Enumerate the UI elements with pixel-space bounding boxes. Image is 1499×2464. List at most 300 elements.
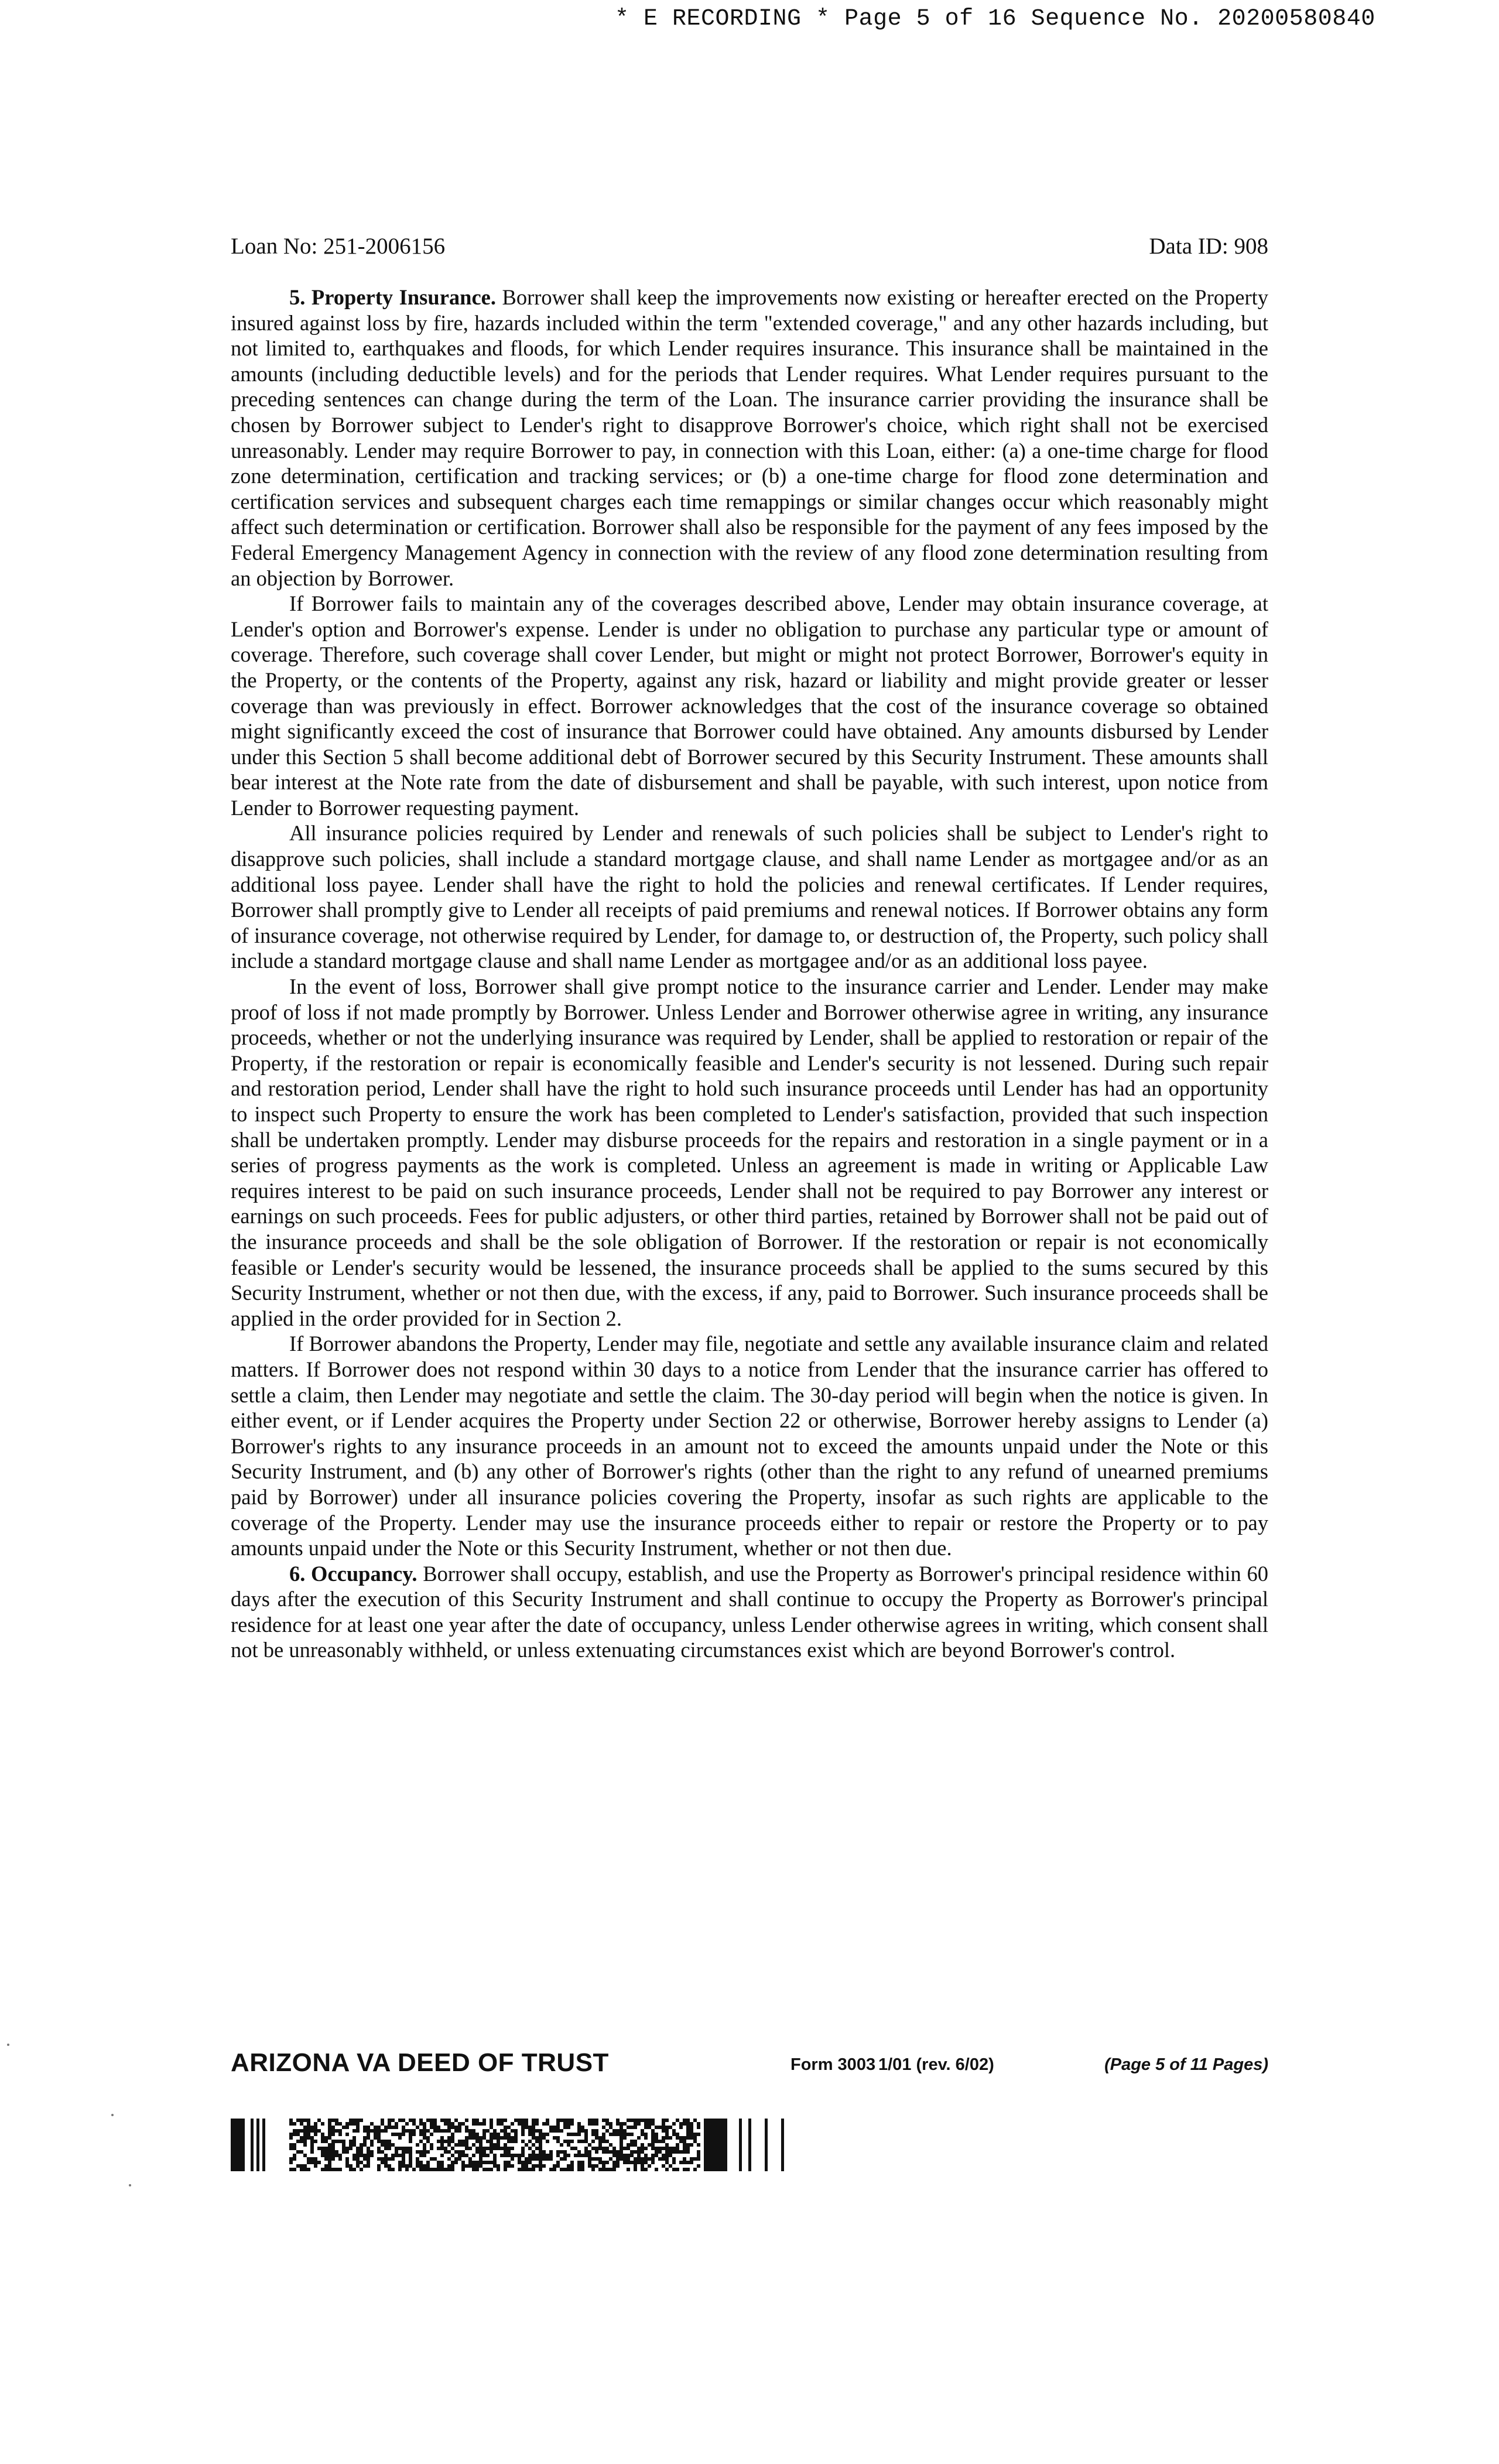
barcode-bar [521, 2168, 525, 2171]
barcode-bar [321, 2133, 324, 2136]
barcode-bar [584, 2140, 588, 2143]
barcode-bar [370, 2154, 374, 2157]
barcode-bar [556, 2119, 560, 2122]
barcode-bar [321, 2136, 324, 2140]
barcode-bar [388, 2126, 391, 2129]
barcode-bar [665, 2154, 669, 2157]
barcode-bar [328, 2119, 331, 2122]
barcode-bar [528, 2147, 532, 2150]
barcode-bar [381, 2161, 384, 2164]
barcode-bar [419, 2122, 423, 2126]
barcode-bar [637, 2161, 641, 2164]
barcode-bar [426, 2129, 430, 2133]
barcode-bar [574, 2154, 577, 2157]
barcode-bar [690, 2122, 693, 2126]
barcode-bar [409, 2161, 412, 2164]
barcode-bar [419, 2164, 423, 2168]
barcode-bar [423, 2164, 426, 2168]
barcode-bar [419, 2140, 423, 2143]
barcode-bar [296, 2129, 300, 2133]
barcode-bar [542, 2164, 546, 2168]
barcode-bar [367, 2136, 370, 2140]
barcode-bar [644, 2168, 648, 2171]
barcode-bar [651, 2129, 655, 2133]
barcode-bar [630, 2133, 634, 2136]
barcode-bar [525, 2126, 528, 2129]
barcode-bar [490, 2126, 493, 2129]
barcode-bar [433, 2168, 437, 2171]
barcode-bar [231, 2119, 245, 2171]
barcode-bar [641, 2161, 644, 2164]
barcode-bar [335, 2129, 338, 2133]
barcode-bar [535, 2157, 539, 2161]
barcode-bar [433, 2129, 437, 2133]
barcode-bar [490, 2161, 493, 2164]
barcode-bar [623, 2147, 627, 2150]
barcode-bar [676, 2147, 679, 2150]
barcode-bar [567, 2164, 570, 2168]
barcode-bar [472, 2119, 475, 2122]
barcode-bar [461, 2140, 465, 2143]
barcode-bar [324, 2147, 328, 2150]
barcode-bar [479, 2147, 482, 2150]
barcode-bar [251, 2119, 254, 2171]
barcode-bar [535, 2129, 539, 2133]
barcode-bar [500, 2154, 504, 2157]
barcode-bar [468, 2129, 472, 2133]
barcode-bar [595, 2164, 598, 2168]
barcode-bar [395, 2122, 398, 2126]
barcode-bar [598, 2168, 602, 2171]
barcode-bar [651, 2133, 655, 2136]
barcode-bar [620, 2129, 623, 2133]
barcode-bar [591, 2164, 595, 2168]
barcode-bar [468, 2147, 472, 2150]
barcode-bar [672, 2147, 676, 2150]
barcode-bar [451, 2133, 454, 2136]
barcode-bar [314, 2161, 317, 2164]
barcode-bar [497, 2122, 500, 2126]
barcode-bar [423, 2168, 426, 2171]
barcode-bar [402, 2133, 405, 2136]
barcode-bar [458, 2150, 461, 2154]
barcode-bar [345, 2147, 349, 2150]
barcode-bar [310, 2129, 314, 2133]
barcode-bar [405, 2122, 409, 2126]
barcode-bar [328, 2126, 331, 2129]
barcode-bar [303, 2143, 307, 2147]
barcode-bar [748, 2119, 751, 2171]
barcode-bar [398, 2164, 402, 2168]
barcode-bar [679, 2150, 683, 2154]
barcode-bar [405, 2147, 409, 2150]
barcode-bar [532, 2150, 535, 2154]
barcode-bar [616, 2119, 620, 2122]
barcode-bar [454, 2143, 458, 2147]
barcode-bar [367, 2133, 370, 2136]
barcode-bar [693, 2119, 697, 2122]
barcode-bar [405, 2168, 409, 2171]
barcode-bar [511, 2157, 514, 2161]
barcode-bar [497, 2143, 500, 2147]
barcode-bar [620, 2147, 623, 2150]
barcode-bar [486, 2154, 490, 2157]
barcode-bar [563, 2140, 567, 2143]
barcode-bar [560, 2168, 563, 2171]
barcode-bar [328, 2136, 331, 2140]
barcode-bar [482, 2154, 486, 2157]
barcode-bar [535, 2119, 539, 2122]
barcode-bar [465, 2126, 468, 2129]
barcode-bar [338, 2168, 342, 2171]
barcode-bar [511, 2164, 514, 2168]
barcode-bar [423, 2147, 426, 2150]
barcode-bar [511, 2136, 514, 2140]
barcode-bar [591, 2129, 595, 2133]
barcode-bar [616, 2161, 620, 2164]
barcode-bar [577, 2168, 581, 2171]
barcode-bar [627, 2168, 630, 2171]
barcode-bar [461, 2143, 465, 2147]
barcode-bar [461, 2122, 465, 2126]
barcode-bar [451, 2140, 454, 2143]
document-body [231, 285, 1268, 1663]
barcode-bar [497, 2164, 500, 2168]
barcode-bar [616, 2129, 620, 2133]
barcode-bar [289, 2147, 293, 2150]
barcode-bar [686, 2119, 690, 2122]
barcode-bar [360, 2119, 363, 2122]
barcode-bar [556, 2161, 560, 2164]
barcode-bar [637, 2122, 641, 2126]
barcode-bar [307, 2157, 310, 2161]
barcode-bar [665, 2150, 669, 2154]
barcode-bar [374, 2133, 377, 2136]
barcode-bar [465, 2164, 468, 2168]
barcode-bar [542, 2157, 546, 2161]
barcode-bar [345, 2157, 349, 2161]
barcode-bar [532, 2129, 535, 2133]
barcode-bar [595, 2129, 598, 2133]
barcode-bar [338, 2140, 342, 2143]
barcode-bar [602, 2147, 605, 2150]
section-5-paragraph-5: If Borrower abandons the Property, Lender may file, negotiate and settle any available insurance claim and related matters. If Borrower does not respond within 30 days to a notice from Lender that the insurance carrier has offered to settle a claim, then Lender may negotiate and settle the claim. The 30-day period will begin when the notice is given. In either event, or if Lender acquires the Property under Section 22 or otherwise, Borrower hereby assigns to Lender (a) Borrower's rights to any insurance proceeds in an amount not to exceed the amounts unpaid under the Note or this Security Instrument, and (b) any other of Borrower's rights (other than the right to any refund of unearned premiums paid by Borrower) under all insurance policies covering the Property, insofar as such rights are applicable to the coverage of the Property. Lender may use the insurance proceeds either to repair or restore the Property or to pay amounts unpaid under the Note or this Security Instrument, whether or not then due. [231, 1332, 1268, 1560]
barcode-bar [289, 2122, 293, 2126]
barcode-bar [349, 2122, 352, 2126]
barcode-bar [324, 2136, 328, 2140]
barcode-bar [662, 2129, 665, 2133]
barcode-bar [525, 2168, 528, 2171]
barcode-bar [539, 2164, 542, 2168]
barcode-bar [419, 2133, 423, 2136]
barcode-bar [472, 2133, 475, 2136]
barcode-bar [595, 2136, 598, 2140]
barcode-bar [307, 2168, 310, 2171]
barcode-bar [402, 2157, 405, 2161]
barcode-bar [697, 2126, 700, 2129]
barcode-bar [528, 2126, 532, 2129]
barcode-bar [605, 2150, 609, 2154]
barcode-bar [398, 2168, 402, 2171]
barcode-bar [641, 2150, 644, 2154]
barcode-bar [433, 2126, 437, 2129]
barcode-bar [630, 2143, 634, 2147]
barcode-bar [595, 2122, 598, 2126]
barcode-bar [581, 2164, 584, 2168]
barcode-bar [665, 2129, 669, 2133]
barcode-bar [584, 2150, 588, 2154]
barcode-bar [472, 2154, 475, 2157]
barcode-bar [444, 2147, 447, 2150]
barcode-bar [300, 2122, 303, 2126]
barcode-bar [352, 2154, 356, 2157]
barcode-bar [651, 2147, 655, 2150]
barcode-bar [609, 2122, 612, 2126]
barcode-bar [475, 2150, 479, 2154]
barcode-bar [395, 2150, 398, 2154]
barcode-bar [398, 2154, 402, 2157]
barcode-bar [349, 2143, 352, 2147]
barcode-bar [532, 2164, 535, 2168]
barcode-bar [602, 2126, 605, 2129]
barcode-bar [595, 2150, 598, 2154]
barcode-bar [528, 2168, 532, 2171]
barcode-bar [426, 2136, 430, 2140]
barcode-bar [493, 2154, 497, 2157]
barcode-bar [331, 2157, 335, 2161]
barcode-bar [423, 2154, 426, 2157]
barcode-bar [307, 2119, 310, 2122]
barcode-bar [528, 2157, 532, 2161]
barcode-bar [581, 2168, 584, 2171]
barcode-bar [616, 2157, 620, 2161]
barcode-bar [634, 2150, 637, 2154]
barcode-bar [683, 2147, 686, 2150]
barcode-bar [563, 2154, 567, 2157]
barcode-bar [609, 2157, 612, 2161]
barcode-bar [602, 2164, 605, 2168]
barcode-bar [577, 2126, 581, 2129]
barcode-bar [584, 2133, 588, 2136]
barcode-bar [518, 2154, 521, 2157]
barcode-bar [574, 2147, 577, 2150]
barcode-bar [525, 2164, 528, 2168]
barcode-bar [570, 2140, 574, 2143]
barcode-bar [356, 2150, 360, 2154]
barcode-bar [300, 2119, 303, 2122]
barcode-bar [504, 2126, 507, 2129]
barcode-bar [539, 2129, 542, 2133]
barcode-bar [627, 2154, 630, 2157]
barcode-bar [381, 2143, 384, 2147]
barcode-bar [658, 2140, 662, 2143]
barcode-bar [303, 2119, 307, 2122]
barcode-bar [655, 2140, 658, 2143]
barcode-bar [493, 2157, 497, 2161]
barcode-bar [493, 2129, 497, 2133]
barcode-bar [430, 2147, 433, 2150]
barcode-bar [514, 2129, 518, 2133]
barcode-bar [672, 2161, 676, 2164]
section-6-paragraph-1 [231, 1561, 1268, 1663]
barcode-bar [430, 2168, 433, 2171]
barcode-bar [468, 2136, 472, 2140]
barcode-bar [528, 2133, 532, 2136]
barcode-bar [669, 2154, 672, 2157]
barcode-bar [321, 2154, 324, 2157]
barcode-bar [683, 2150, 686, 2154]
barcode-bar [644, 2161, 648, 2164]
barcode-bar [409, 2136, 412, 2140]
barcode-bar [468, 2157, 472, 2161]
barcode-bar [683, 2157, 686, 2161]
barcode-bar [535, 2164, 539, 2168]
barcode-bar [461, 2164, 465, 2168]
barcode-bar [377, 2147, 381, 2150]
barcode-bar [296, 2164, 300, 2168]
barcode-bar [423, 2133, 426, 2136]
barcode-bar [472, 2168, 475, 2171]
barcode-bar [662, 2119, 665, 2122]
barcode-bar [356, 2164, 360, 2168]
barcode-bar [486, 2147, 490, 2150]
barcode-bar [521, 2150, 525, 2154]
barcode-bar [391, 2168, 395, 2171]
barcode-bar [679, 2140, 683, 2143]
barcode-bar [623, 2129, 627, 2133]
barcode-bar [655, 2126, 658, 2129]
barcode-bar [461, 2161, 465, 2164]
barcode-bar [588, 2161, 591, 2164]
barcode-bar [437, 2140, 440, 2143]
barcode-bar [475, 2119, 479, 2122]
barcode-bar [665, 2161, 669, 2164]
barcode-bar [303, 2129, 307, 2133]
barcode-bar [447, 2122, 451, 2126]
barcode-bar [641, 2133, 644, 2136]
barcode-bar [535, 2154, 539, 2157]
barcode-bar [342, 2147, 345, 2150]
barcode-bar [620, 2157, 623, 2161]
barcode-bar [581, 2161, 584, 2164]
barcode-bar [335, 2122, 338, 2126]
barcode-bar [388, 2157, 391, 2161]
barcode-bar [539, 2161, 542, 2164]
barcode-bar [472, 2136, 475, 2140]
barcode-bar [549, 2150, 553, 2154]
barcode-bar [391, 2133, 395, 2136]
barcode-bar [321, 2168, 324, 2171]
barcode-bar [300, 2136, 303, 2140]
barcode-bar [486, 2140, 490, 2143]
barcode-bar [423, 2136, 426, 2140]
barcode-bar [395, 2133, 398, 2136]
barcode-bar [497, 2147, 500, 2150]
barcode-bar [644, 2154, 648, 2157]
barcode-bar [384, 2126, 388, 2129]
barcode-bar [504, 2161, 507, 2164]
barcode-bar [693, 2133, 697, 2136]
barcode-bar [542, 2150, 546, 2154]
barcode-bar [479, 2136, 482, 2140]
barcode-bar [539, 2154, 542, 2157]
barcode-bar [616, 2150, 620, 2154]
barcode-bar [658, 2157, 662, 2161]
barcode-bar [398, 2147, 402, 2150]
barcode-bar [648, 2164, 651, 2168]
barcode-bar [504, 2147, 507, 2150]
barcode-bar [644, 2133, 648, 2136]
barcode-bar [363, 2164, 367, 2168]
barcode-bar [465, 2129, 468, 2133]
barcode-bar [409, 2164, 412, 2168]
barcode-bar [303, 2126, 307, 2129]
barcode-bar [588, 2119, 591, 2122]
barcode-bar [402, 2164, 405, 2168]
barcode-bar [637, 2119, 641, 2122]
barcode-bar [500, 2136, 504, 2140]
barcode-bar [307, 2161, 310, 2164]
barcode-bar [651, 2154, 655, 2157]
barcode-bar [321, 2150, 324, 2154]
barcode-bar [620, 2133, 623, 2136]
section-6-heading: 6. Occupancy. [289, 1561, 417, 1586]
barcode-bar [391, 2154, 395, 2157]
barcode-bar [352, 2140, 356, 2143]
barcode-bar [395, 2154, 398, 2157]
barcode-bar [352, 2136, 356, 2140]
barcode-bar [577, 2161, 581, 2164]
barcode-bar [468, 2164, 472, 2168]
section-5-paragraph-2: If Borrower fails to maintain any of the coverages described above, Lender may obtain insurance coverage, at Lender's option and Borrower's expense. Lender is under no obligation to purchase any particular type or amount of coverage. Therefore, such coverage shall cover Lender, but might or might not protect Borrower, Borrower's equity in the Property, or the contents of the Property, against any risk, hazard or liability and might provide greater or lesser coverage than was previously in effect. Borrower acknowledges that the cost of the insurance coverage so obtained might significantly exceed the cost of insurance that Borrower could have obtained. Any amounts disbursed by Lender under this Section 5 shall become additional debt of Borrower secured by this Security Instrument. These amounts shall bear interest at the Note rate from the date of disbursement and shall be payable, with such interest, upon notice from Lender to Borrower requesting payment. [231, 591, 1268, 820]
barcode-bar [563, 2122, 567, 2126]
barcode-bar [651, 2122, 655, 2126]
barcode-bar [605, 2168, 609, 2171]
barcode-bar [451, 2164, 454, 2168]
barcode-bar [525, 2157, 528, 2161]
barcode-bar [405, 2150, 409, 2154]
barcode-bar [539, 2140, 542, 2143]
barcode-bar [437, 2161, 440, 2164]
barcode-bar [454, 2150, 458, 2154]
barcode-bar [381, 2119, 384, 2122]
barcode-bar [328, 2133, 331, 2136]
data-id: Data ID: 908 [1149, 234, 1268, 259]
barcode-bar [563, 2150, 567, 2154]
barcode-bar [381, 2150, 384, 2154]
barcode-bar [430, 2133, 433, 2136]
barcode-bar [289, 2136, 293, 2140]
barcode-bar [605, 2129, 609, 2133]
barcode-bar [497, 2133, 500, 2136]
barcode-bar [426, 2150, 430, 2154]
barcode-bar [577, 2133, 581, 2136]
barcode-bar [412, 2129, 416, 2133]
barcode-bar [591, 2122, 595, 2126]
barcode-bar [451, 2168, 454, 2171]
barcode-bar [591, 2119, 595, 2122]
barcode-bar [560, 2129, 563, 2133]
barcode-bar [686, 2147, 690, 2150]
barcode-bar [620, 2136, 623, 2140]
barcode-bar [612, 2150, 616, 2154]
barcode-bar [262, 2119, 265, 2171]
barcode-bar [328, 2147, 331, 2150]
barcode-bar [669, 2147, 672, 2150]
barcode-bar [612, 2161, 616, 2164]
barcode-bar [384, 2161, 388, 2164]
barcode-bar [584, 2154, 588, 2157]
